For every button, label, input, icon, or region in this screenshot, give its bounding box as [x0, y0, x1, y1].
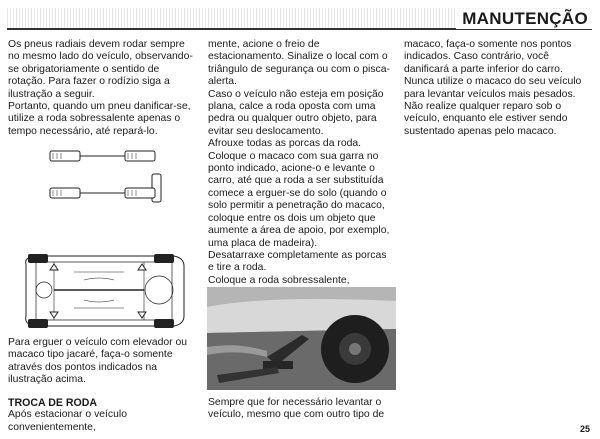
lift-point-marker — [50, 312, 58, 318]
tire-rotation-diagram — [30, 150, 180, 240]
rear-right-tire — [125, 188, 155, 198]
paragraph-jack-only-points: macaco, faça-o somente nos pontos indicados. Caso contrário, você danificará a parte inferior do carro. — [404, 39, 572, 75]
rear-left-tire — [50, 188, 80, 198]
car-underside-diagram — [14, 250, 194, 332]
paragraph-level-ground: Caso o veículo não esteja em posição plana, calce a roda oposta com uma pedra ou qualquer outro objeto, para evitar seu deslocamento. — [208, 88, 384, 137]
paragraph-parking-brake: mente, acione o freio de estacionamento. Sinalize o local com o triângulo de segurança ou com o pisca-alerta. — [208, 39, 390, 88]
rear-left-wheel — [28, 319, 48, 328]
car-body-outline — [26, 256, 184, 326]
page-number: 25 — [579, 424, 590, 434]
front-left-tire — [50, 151, 80, 161]
lift-point-marker — [138, 264, 146, 270]
paragraph-safety-warning: Nunca utilize o macaco do seu veículo para levantar veículos mais pesados. Não realize qualquer reparo sob o veículo, enquanto ele estiver sendo sustentado apenas pelo macaco. — [404, 76, 582, 137]
paragraph-after-parking: Após estacionar o veículo convenientemente, — [8, 409, 127, 433]
header-band — [7, 8, 592, 30]
front-right-wheel — [154, 254, 174, 263]
column-2 — [208, 39, 394, 312]
paragraph-lift-points: Para erguer o veículo com elevador ou macaco tipo jacaré, faça-o somente através dos pontos indicados na ilustração acima. — [8, 337, 188, 386]
lift-point-marker — [50, 264, 58, 270]
section-title-troca-de-roda: TROCA DE RODA — [8, 397, 98, 409]
paragraph-jack-placement: Afrouxe todas as porcas da roda. Coloque o macaco com sua garra no ponto indicado, acione-o e levante o carro, até que a roda a ser substituída comece a erguer-se do solo (quando o solo permitir a penetração do macaco, coloque entre os dois um objeto que aumente a área de apoio, por exemplo, uma placa de madeira). — [208, 138, 390, 249]
front-left-wheel — [28, 254, 48, 263]
jack-photo — [207, 287, 396, 390]
page-title: MANUTENÇÃO — [456, 9, 592, 29]
rear-right-wheel — [154, 319, 174, 328]
front-right-tire — [125, 151, 155, 161]
column-1-top — [8, 39, 198, 138]
paragraph-lift-warning: Sempre que for necessário levantar o veículo, mesmo que com outro tipo de — [208, 397, 385, 421]
paragraph-fit-spare: Coloque a roda sobressalente, — [208, 274, 350, 286]
paragraph-remove-wheel: Desatarraxe completamente as porcas e tire a roda. — [208, 249, 387, 274]
lift-point-marker — [138, 312, 146, 318]
column-1-bottom — [8, 397, 198, 434]
paragraph-tire-direction: Os pneus radiais devem rodar sempre no mesmo lado do veículo, observando-se obrigatoriamente o sentido de rotação. Para fazer o rodízio siga a ilustração a seguir. — [8, 39, 193, 100]
column-3 — [404, 39, 592, 138]
paragraph-spare-wheel: Portanto, quando um pneu danificar-se, utilize a roda sobressalente apenas o tempo necessário, até repará-lo. — [8, 101, 191, 137]
